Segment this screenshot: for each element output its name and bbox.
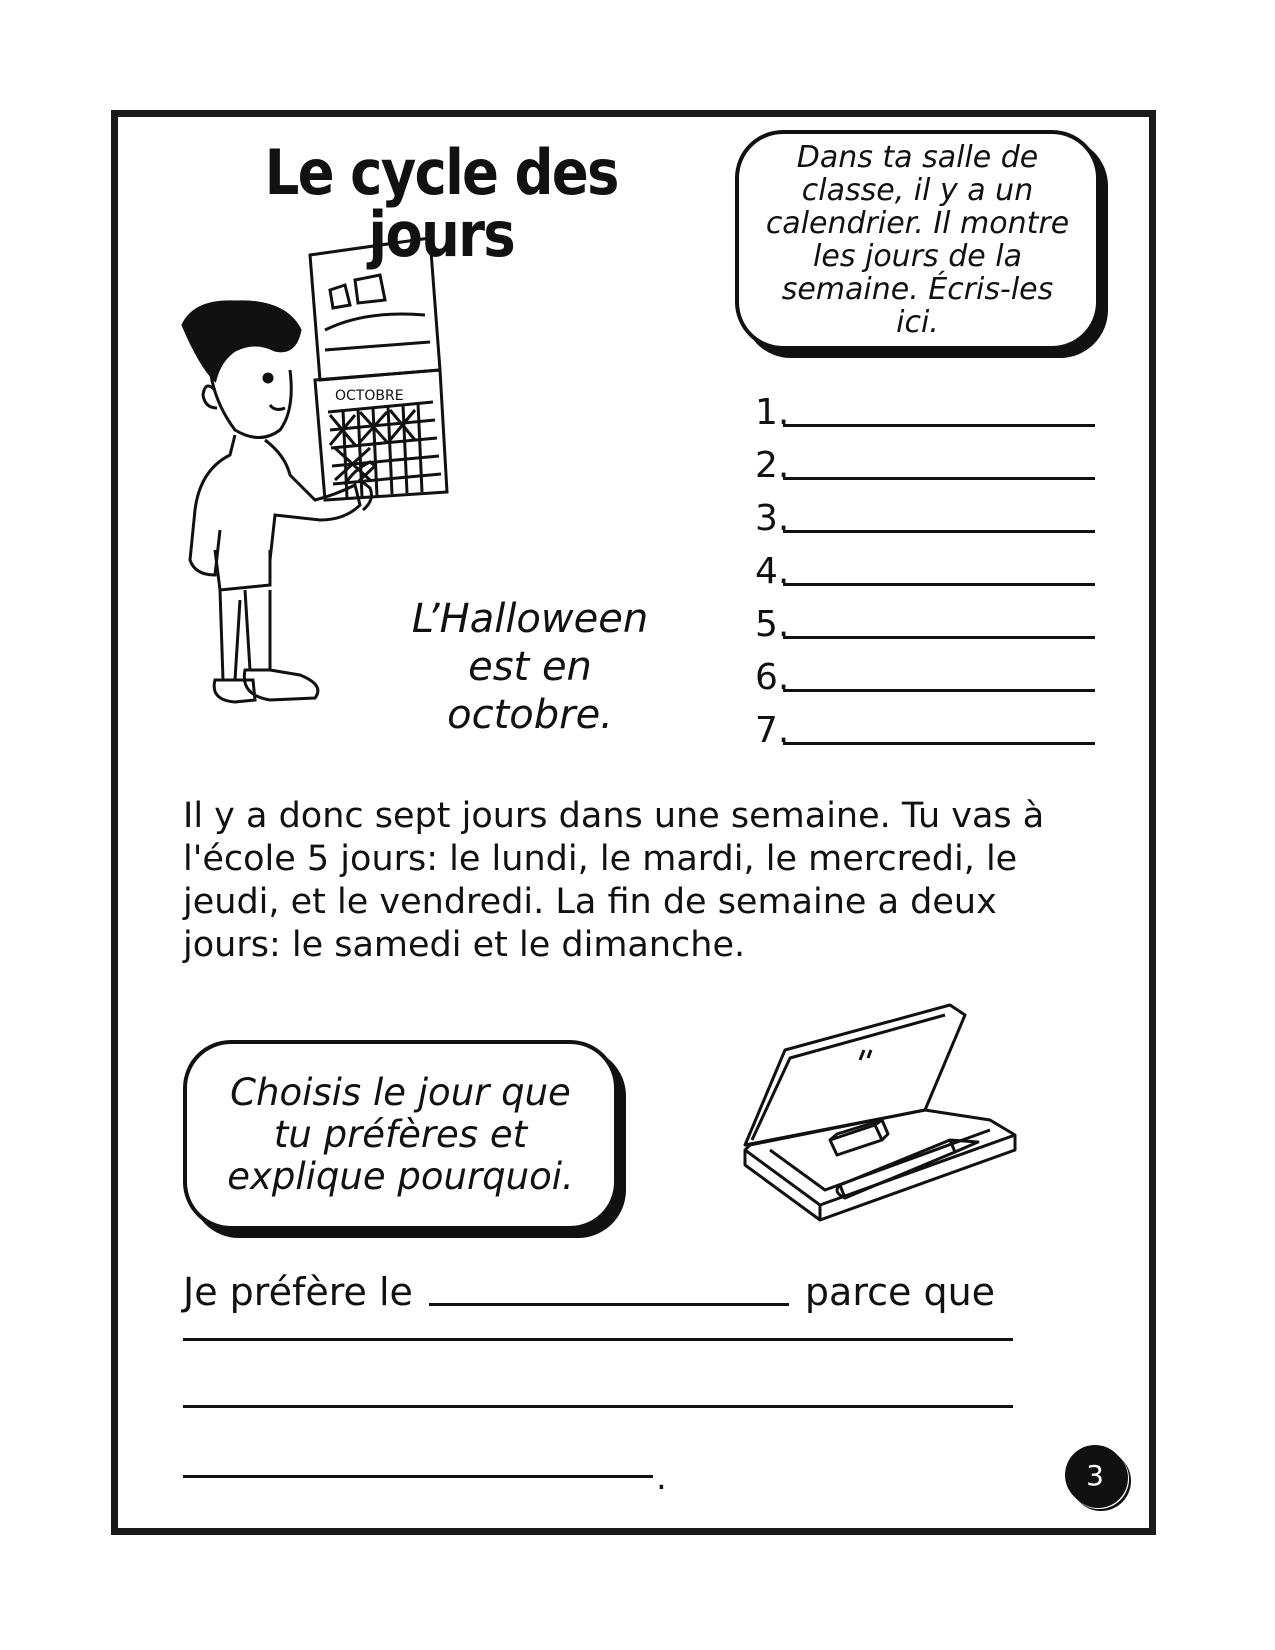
list-item-number: 7. — [755, 710, 790, 751]
prefer-start-text: Je préfère le — [183, 1270, 413, 1314]
list-item-number: 4. — [755, 551, 790, 592]
list-item — [755, 380, 1095, 433]
answer-blank[interactable] — [783, 632, 1095, 639]
list-item-number: 1. — [755, 392, 790, 433]
list-item-number: 5. — [755, 604, 790, 645]
instruction-top-text: Dans ta salle de classe, il y a un calendrier. Il montre les jours de la semaine. Écris-les ici. — [765, 140, 1070, 340]
prefer-end-text: parce que — [804, 1270, 996, 1314]
list-item — [755, 645, 1095, 698]
body-paragraph: Il y a donc sept jours dans une semaine. Tu vas à l'école 5 jours: le lundi, le mardi, le mercredi, le jeudi, et le vendredi. La fin de semaine a deux jours: le samedi et le dimanche. — [183, 796, 1045, 965]
explanation-line-2[interactable] — [183, 1405, 1013, 1408]
page-number: 3 — [1086, 1458, 1104, 1492]
answer-blank[interactable] — [783, 526, 1095, 533]
list-item — [755, 539, 1095, 592]
answer-blank[interactable] — [783, 579, 1095, 586]
instruction-bubble-bottom — [183, 1040, 618, 1230]
answer-blank[interactable] — [783, 473, 1095, 480]
final-period: . — [656, 1458, 667, 1498]
days-answer-list — [755, 380, 1095, 751]
answer-blank[interactable] — [783, 738, 1095, 745]
page-number-badge — [1065, 1445, 1125, 1505]
pencil-case-illustration — [740, 1000, 1030, 1230]
instruction-bottom-text: Choisis le jour que tu préfères et explique pourquoi. — [227, 1071, 574, 1198]
list-item — [755, 486, 1095, 539]
list-item-number: 2. — [755, 445, 790, 486]
list-item — [755, 433, 1095, 486]
list-item-number: 3. — [755, 498, 790, 539]
list-item-number: 6. — [755, 657, 790, 698]
page-title: Le cycle des jours — [264, 136, 618, 271]
answer-blank[interactable] — [783, 685, 1095, 692]
answer-blank[interactable] — [783, 420, 1095, 427]
preference-sentence — [183, 1270, 1083, 1314]
instruction-bubble-top — [735, 130, 1100, 350]
calendar-month-label: OCTOBRE — [335, 388, 404, 404]
explanation-line-1[interactable] — [183, 1338, 1013, 1341]
halloween-caption: L’Halloween est en octobre. — [411, 596, 649, 738]
list-item — [755, 698, 1095, 751]
day-blank[interactable] — [429, 1301, 789, 1306]
list-item — [755, 592, 1095, 645]
explanation-line-3[interactable] — [183, 1475, 653, 1478]
